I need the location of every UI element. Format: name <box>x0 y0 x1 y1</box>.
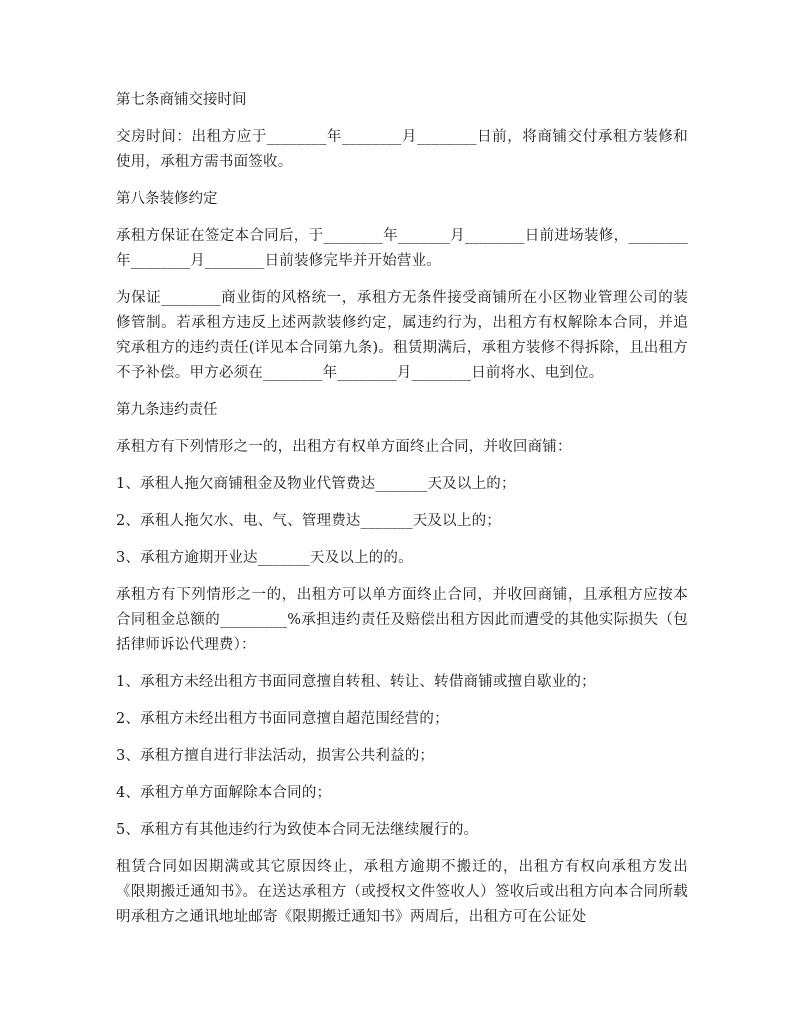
article-8-heading: 第八条装修约定 <box>116 191 218 207</box>
penalty-item-3: 3、承租方擅自进行非法活动，损害公共利益的； <box>116 748 435 764</box>
penalty-item-5: 5、承租方有其他违约行为致使本合同无法继续履行的。 <box>116 822 479 838</box>
termination-item-2: 2、承租人拖欠水、电、气、管理费达_______天及以上的； <box>116 513 501 529</box>
termination-intro-paragraph: 承租方有下列情形之一的，出租方有权单方面终止合同，并收回商铺： <box>116 439 572 455</box>
renovation-rules-paragraph: 为保证________商业街的风格统一，承租方无条件接受商铺所在小区物业管理公司的装修管制。若承租方违反上述两款装修约定，属违约行为，出租方有权解除本合同，并追究承租方的违约责任(详见本合同第九条)。租赁期满后，承租方装修不得拆除，且出租方不予补偿。甲方必须在________年________月________日前将水、电到位。 <box>116 290 688 381</box>
article-9-heading: 第九条违约责任 <box>116 402 218 418</box>
article-7-heading: 第七条商铺交接时间 <box>116 92 247 108</box>
relocation-notice-paragraph: 租赁合同如因期满或其它原因终止，承租方逾期不搬迁的，出租方有权向承租方发出《限期搬迁通知书》。在送达承租方（或授权文件签收人）签收后或出租方向本合同所载明承租方之通讯地址邮寄《限期搬迁通知书》两周后，出租方可在公证处 <box>116 859 688 925</box>
penalty-item-1: 1、承租方未经出租方书面同意擅自转租、转让、转借商铺或擅自歇业的； <box>116 674 596 690</box>
penalty-item-4: 4、承租方单方面解除本合同的； <box>116 785 332 801</box>
penalty-intro-paragraph: 承租方有下列情形之一的，出租方可以单方面终止合同，并收回商铺，且承租方应按本合同租金总额的_________%承担违约责任及赔偿出租方因此而遭受的其他实际损失（包括律师诉讼代理费）： <box>116 587 688 653</box>
renovation-schedule-paragraph: 承租方保证在签定本合同后，于________年_______月________日前进场装修，________年________月________日前装修完毕并开始营业。 <box>116 228 688 269</box>
termination-item-1: 1、承租人拖欠商铺租金及物业代管费达_______天及以上的； <box>116 476 516 492</box>
penalty-item-2: 2、承租方未经出租方书面同意擅自超范围经营的； <box>116 711 449 727</box>
termination-item-3: 3、承租方逾期开业达_______天及以上的的。 <box>116 550 413 566</box>
document-page <box>116 88 688 942</box>
handover-time-paragraph: 交房时间：出租方应于________年________月________日前，将商铺交付承租方装修和使用，承租方需书面签收。 <box>116 129 688 170</box>
